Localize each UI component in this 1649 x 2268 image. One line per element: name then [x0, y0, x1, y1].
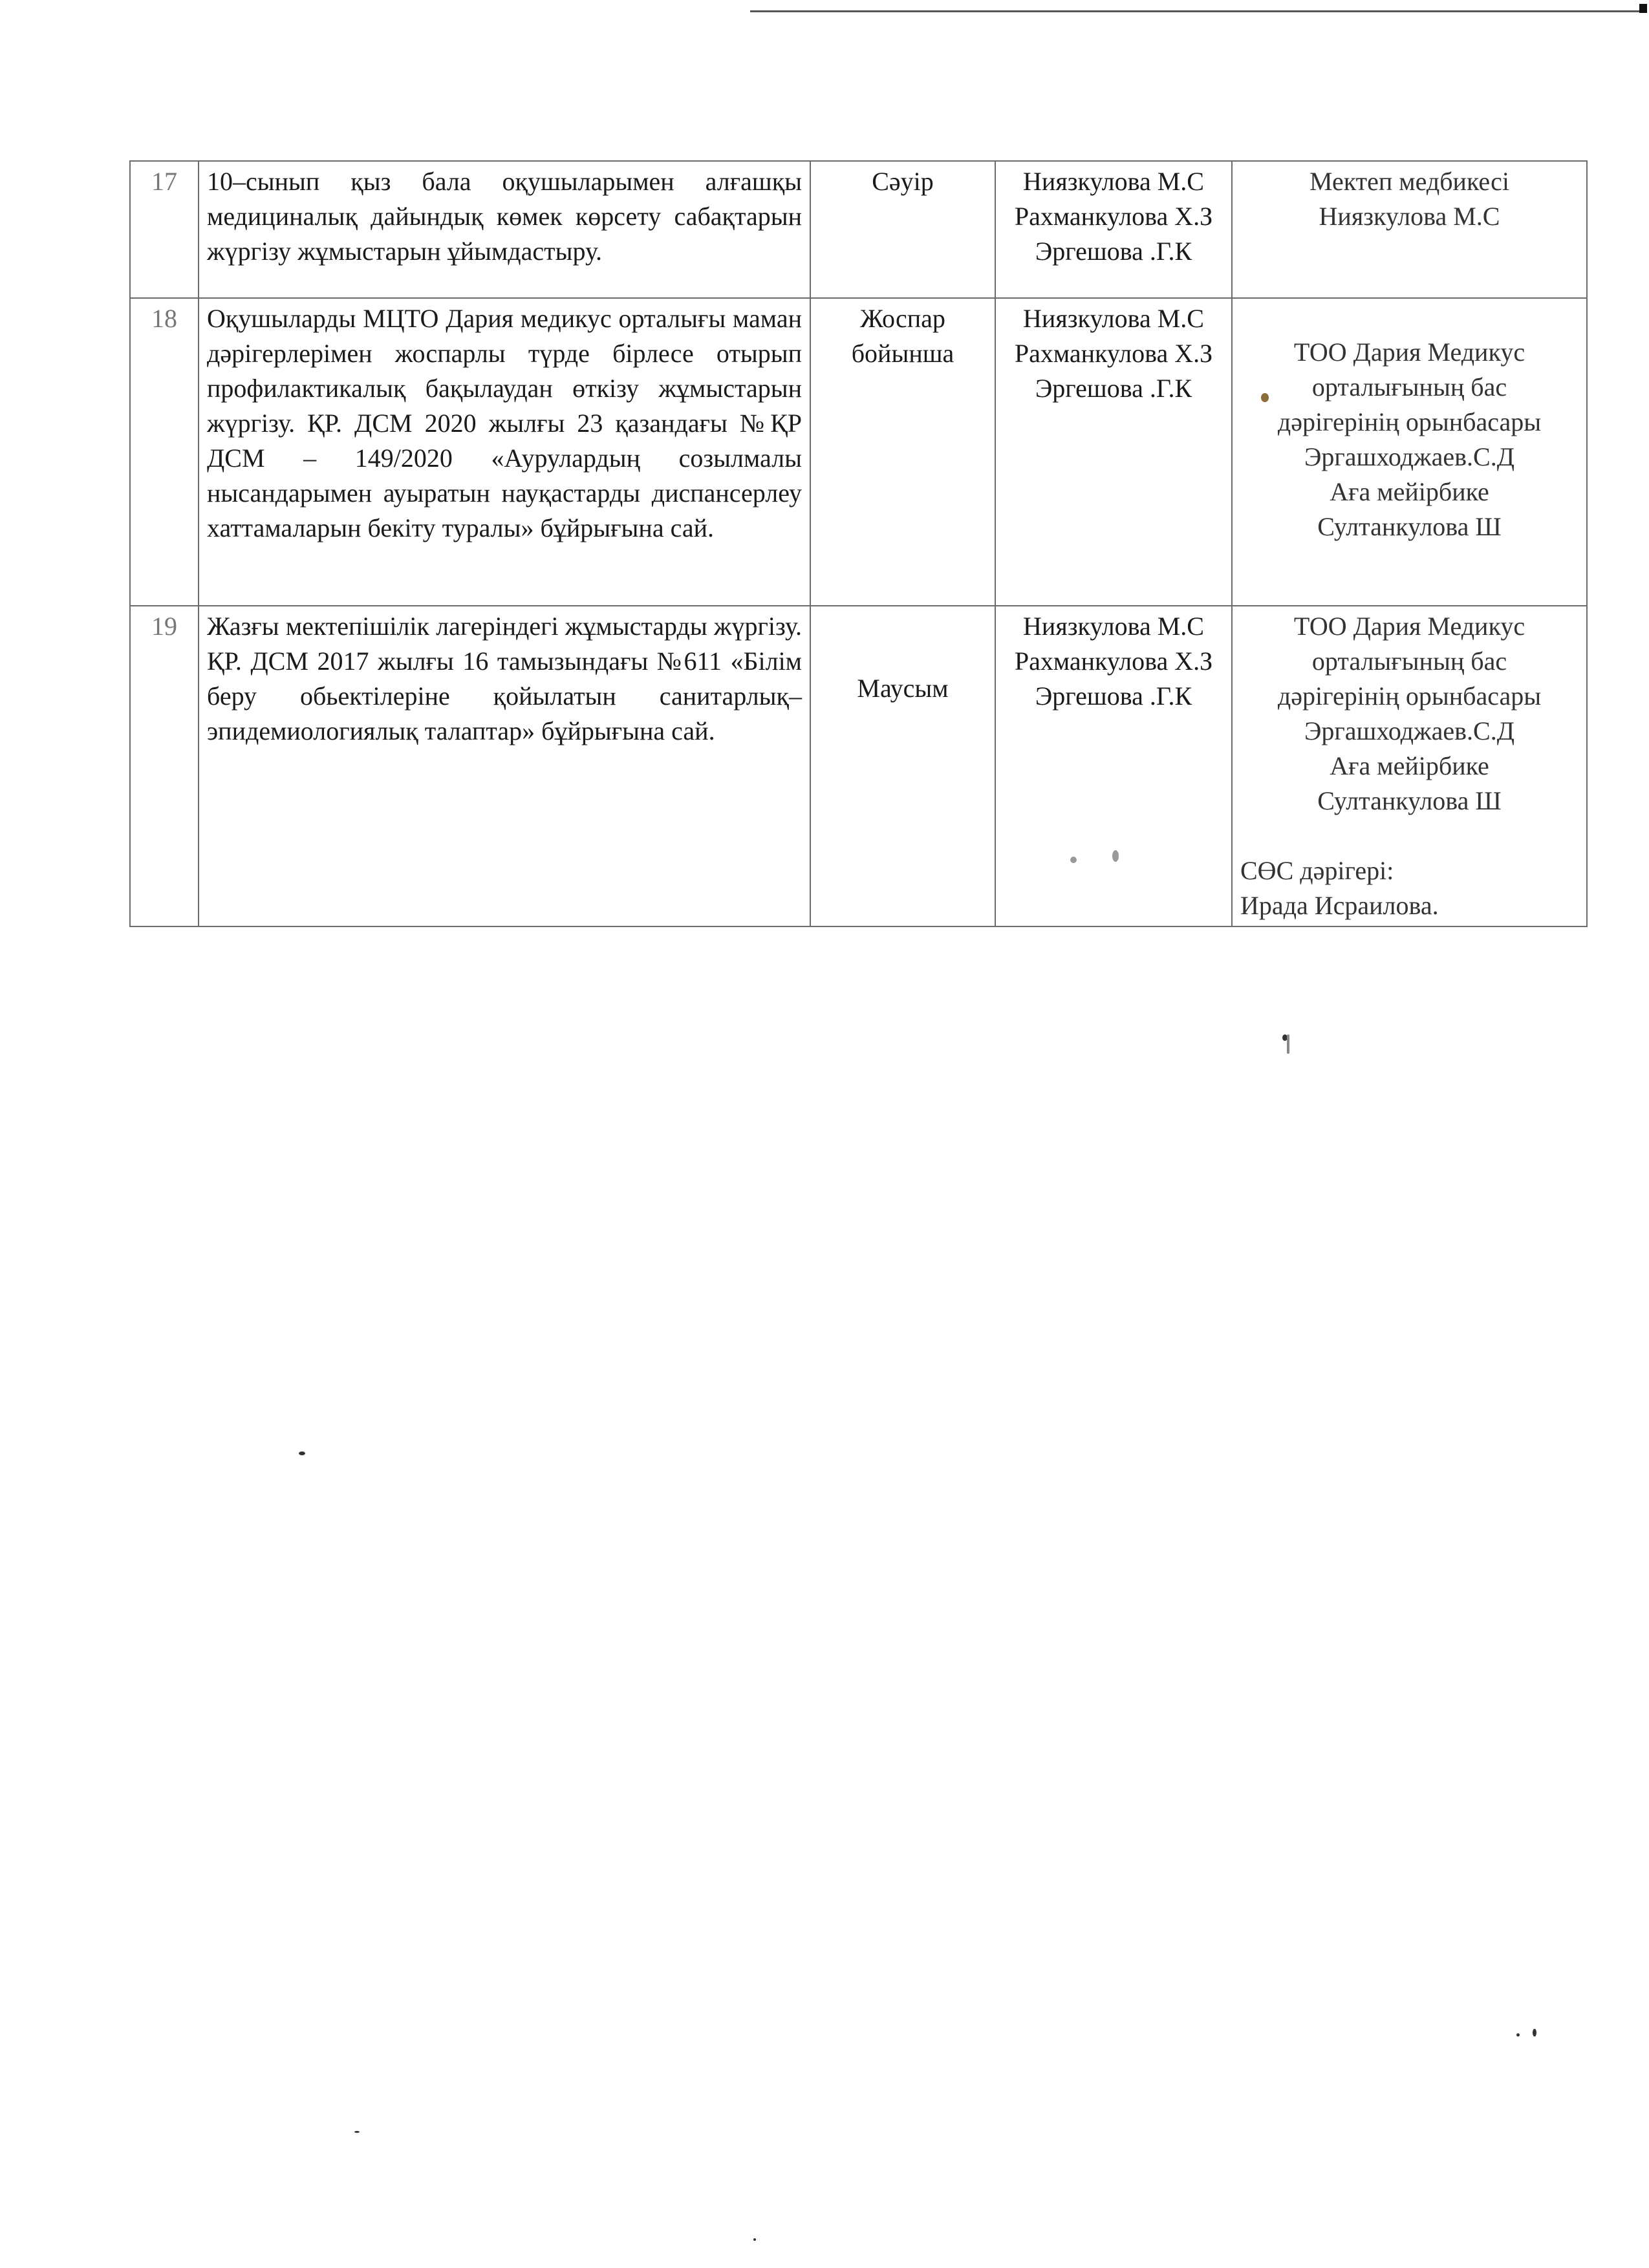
term-text: Маусым: [857, 674, 949, 703]
term-cell: Сәуір: [810, 161, 995, 298]
responsible-line: Султанкулова Ш: [1317, 786, 1502, 815]
executor-name: Эргешова .Г.К: [1035, 681, 1192, 711]
executor-name: Рахманкулова Х.З: [1014, 202, 1213, 231]
table-row: [130, 606, 1587, 926]
responsible-line: ТОО Дария Медикус: [1293, 612, 1525, 641]
term-cell: Жоспар бойынша: [810, 298, 995, 606]
scan-corner-mark: [1639, 4, 1647, 13]
executor-name: Ниязкулова М.С: [1023, 612, 1204, 641]
responsible-line: Мектеп медбикесі: [1309, 167, 1510, 196]
executors-cell: [995, 298, 1232, 606]
executors-cell: [995, 606, 1232, 926]
responsible-line: дәрігерінің орынбасары: [1277, 407, 1542, 436]
task-cell: Оқушыларды МЦТО Дария медикус орталығы маман дәрігерлерімен жоспарлы түрде бірлесе отырып профилактикалық бақылаудан өткізу жұмыстарын жүргізу. ҚР. ДСМ 2020 жылғы 23 қазандағы №ҚР ДСМ – 149/2020 «Аурулардың созылмалы нысандарымен ауыратын науқастарды диспансерлеу хаттамаларын бекіту туралы» бұйрығына сай.: [199, 298, 810, 606]
responsible-line: ТОО Дария Медикус: [1293, 337, 1525, 367]
scan-speck: [1533, 2029, 1536, 2037]
scan-top-rule: [750, 10, 1646, 12]
responsible-cell: [1232, 161, 1587, 298]
executor-name: Эргешова .Г.К: [1035, 374, 1192, 403]
scan-speck: [354, 2131, 360, 2133]
plan-table: [129, 160, 1588, 927]
row-number: 18: [130, 298, 199, 606]
scan-speck: [1287, 1034, 1289, 1054]
responsible-line: Ниязкулова М.С: [1319, 202, 1500, 231]
task-cell: Жазғы мектепішілік лагеріндегі жұмыстарды жүргізу. ҚР. ДСМ 2017 жылғы 16 тамызындағы №611 «Білім беру обьектілеріне қойылатын санитарлық–эпидемиологиялық талаптар» бұйрығына сай.: [199, 606, 810, 926]
responsible-line: Султанкулова Ш: [1317, 512, 1502, 541]
responsible-line: дәрігерінің орынбасары: [1277, 681, 1542, 711]
task-cell: 10–сынып қыз бала оқушыларымен алғашқы медициналық дайындық көмек көрсету сабақтарын жүргізу жұмыстарын ұйымдастыру.: [199, 161, 810, 298]
term-cell: [810, 606, 995, 926]
executor-name: Эргешова .Г.К: [1035, 237, 1192, 266]
scan-speck: [753, 2238, 756, 2241]
executor-name: Рахманкулова Х.З: [1014, 339, 1213, 368]
responsible-line: Эргашходжаев.С.Д: [1304, 716, 1515, 745]
responsible-cell: [1232, 606, 1587, 926]
executor-name: Рахманкулова Х.З: [1014, 647, 1213, 676]
responsible-cell: [1232, 298, 1587, 606]
executor-name: Ниязкулова М.С: [1023, 304, 1204, 333]
responsible-line: Аға мейірбике: [1330, 751, 1489, 780]
scan-speck: [1112, 850, 1119, 862]
spacer: [1240, 818, 1579, 853]
scan-speck: [299, 1451, 305, 1455]
scan-speck: [1516, 2033, 1520, 2037]
responsible-line: орталығының бас: [1311, 647, 1507, 676]
executors-cell: [995, 161, 1232, 298]
responsible-line: Аға мейірбике: [1330, 477, 1489, 506]
responsible-extra-line: СӨС дәрігері:: [1240, 856, 1394, 885]
scan-speck: [1261, 393, 1269, 402]
responsible-line: Эргашходжаев.С.Д: [1304, 442, 1515, 471]
executor-name: Ниязкулова М.С: [1023, 167, 1204, 196]
scan-speck: [1070, 857, 1077, 863]
table-row: [130, 161, 1587, 298]
responsible-extra-line: Ирада Исраилова.: [1240, 891, 1439, 920]
row-number: 19: [130, 606, 199, 926]
table-row: [130, 298, 1587, 606]
row-number: 17: [130, 161, 199, 298]
responsible-line: орталығының бас: [1311, 372, 1507, 401]
